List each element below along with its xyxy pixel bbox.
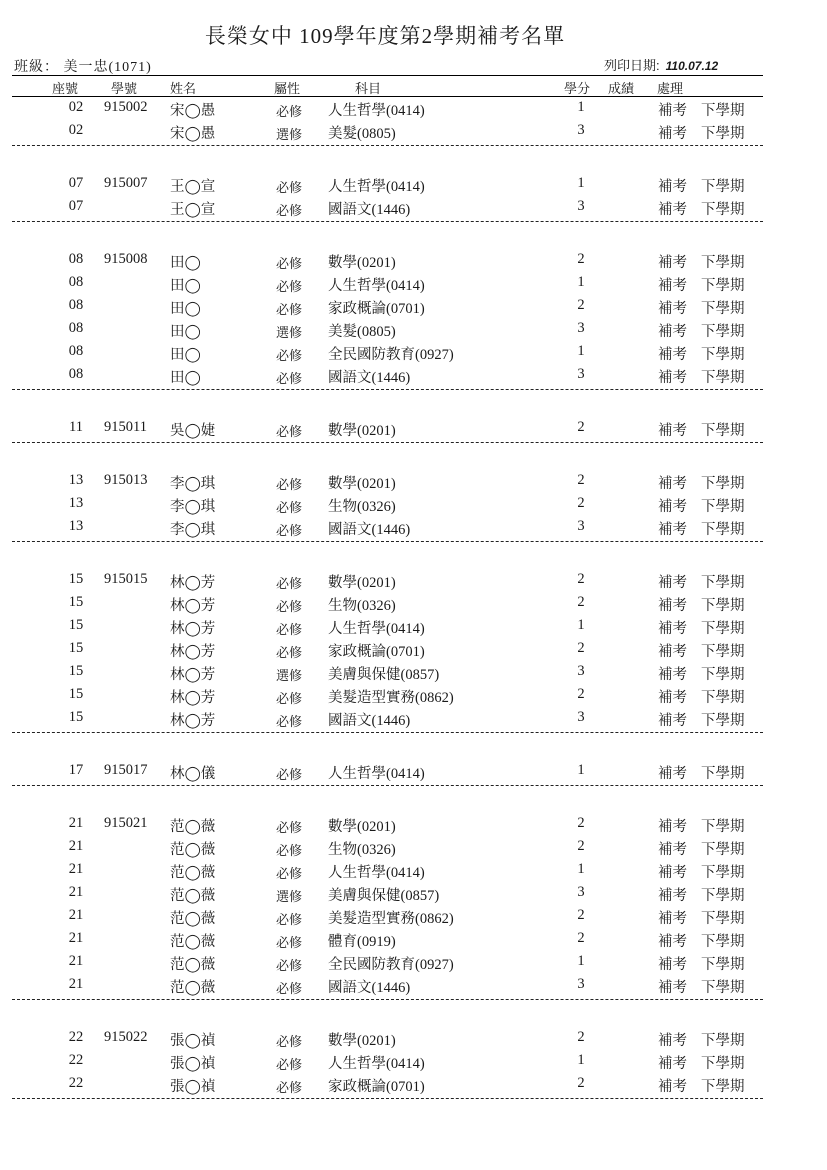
seat-cell: 08 (68, 320, 84, 336)
seat-cell: 22 (68, 1075, 84, 1091)
print-date-label: 列印日期: (604, 58, 660, 73)
type-cell: 必修 (276, 935, 303, 950)
name-cell: 范◯薇 (170, 980, 216, 996)
table-row (12, 198, 763, 221)
term-cell: 下學期 (701, 842, 745, 858)
student-group (12, 762, 763, 786)
name-cell: 田◯ (170, 255, 201, 271)
table-row (12, 99, 763, 122)
student-id-cell: 915017 (104, 762, 148, 778)
credits-cell: 2 (577, 251, 585, 267)
student-id-cell: 915021 (104, 815, 148, 831)
term-cell: 下學期 (701, 888, 745, 904)
term-cell: 下學期 (701, 423, 745, 439)
header-grade: 成績 (608, 81, 635, 96)
table-row (12, 709, 763, 732)
type-cell: 必修 (276, 371, 303, 386)
process-cell: 補考 (658, 370, 687, 386)
subject-cell: 國語文(1446) (328, 713, 411, 729)
student-id-cell: 915002 (104, 99, 148, 115)
credits-cell: 2 (577, 815, 585, 831)
type-cell: 必修 (276, 820, 303, 835)
type-cell: 必修 (276, 691, 303, 706)
student-group (12, 251, 763, 390)
credits-cell: 3 (577, 976, 585, 992)
process-cell: 補考 (658, 476, 687, 492)
credits-cell: 1 (577, 953, 585, 969)
term-cell: 下學期 (701, 819, 745, 835)
credits-cell: 1 (577, 99, 585, 115)
seat-cell: 13 (68, 495, 84, 511)
subject-cell: 美膚與保健(0857) (328, 667, 440, 683)
seat-cell: 15 (68, 594, 84, 610)
subject-cell: 國語文(1446) (328, 370, 411, 386)
process-cell: 補考 (658, 324, 687, 340)
type-cell: 必修 (276, 843, 303, 858)
seat-cell: 02 (68, 99, 84, 115)
type-cell: 必修 (276, 523, 303, 538)
process-cell: 補考 (658, 980, 687, 996)
student-id-cell: 915008 (104, 251, 148, 267)
credits-cell: 1 (577, 617, 585, 633)
subject-cell: 人生哲學(0414) (328, 179, 425, 195)
subject-cell: 家政概論(0701) (328, 1079, 425, 1095)
process-cell: 補考 (658, 1033, 687, 1049)
table-row (12, 930, 763, 953)
name-cell: 田◯ (170, 324, 201, 340)
seat-cell: 13 (68, 472, 84, 488)
credits-cell: 3 (577, 366, 585, 382)
seat-cell: 02 (68, 122, 84, 138)
credits-cell: 3 (577, 884, 585, 900)
term-cell: 下學期 (701, 980, 745, 996)
type-cell: 必修 (276, 576, 303, 591)
seat-cell: 21 (68, 838, 84, 854)
credits-cell: 2 (577, 930, 585, 946)
subject-cell: 人生哲學(0414) (328, 865, 425, 881)
term-cell: 下學期 (701, 522, 745, 538)
table-row (12, 366, 763, 389)
type-cell: 必修 (276, 180, 303, 195)
credits-cell: 2 (577, 1029, 585, 1045)
name-cell: 張◯禎 (170, 1033, 216, 1049)
type-cell: 必修 (276, 645, 303, 660)
type-cell: 必修 (276, 256, 303, 271)
table-row (12, 1052, 763, 1075)
name-cell: 田◯ (170, 278, 201, 294)
term-cell: 下學期 (701, 766, 745, 782)
seat-cell: 22 (68, 1029, 84, 1045)
type-cell: 必修 (276, 981, 303, 996)
table-row (12, 297, 763, 320)
subject-cell: 數學(0201) (328, 819, 396, 835)
table-row (12, 1029, 763, 1052)
name-cell: 王◯宣 (170, 179, 216, 195)
table-row (12, 953, 763, 976)
subject-cell: 國語文(1446) (328, 980, 411, 996)
type-cell: 必修 (276, 1057, 303, 1072)
name-cell: 李◯琪 (170, 499, 216, 515)
seat-cell: 21 (68, 815, 84, 831)
seat-cell: 17 (68, 762, 84, 778)
seat-cell: 21 (68, 907, 84, 923)
table-row (12, 617, 763, 640)
process-cell: 補考 (658, 278, 687, 294)
credits-cell: 3 (577, 663, 585, 679)
name-cell: 林◯芳 (170, 575, 216, 591)
credits-cell: 1 (577, 1052, 585, 1068)
header-seat: 座號 (52, 81, 79, 96)
subject-cell: 數學(0201) (328, 423, 396, 439)
seat-cell: 21 (68, 930, 84, 946)
process-cell: 補考 (658, 842, 687, 858)
process-cell: 補考 (658, 934, 687, 950)
term-cell: 下學期 (701, 255, 745, 271)
process-cell: 補考 (658, 766, 687, 782)
header-student-id: 學號 (111, 81, 138, 96)
student-id-cell: 915007 (104, 175, 148, 191)
subject-cell: 全民國防教育(0927) (328, 347, 454, 363)
header-name: 姓名 (170, 81, 197, 96)
subject-cell: 人生哲學(0414) (328, 766, 425, 782)
process-cell: 補考 (658, 598, 687, 614)
name-cell: 田◯ (170, 301, 201, 317)
type-cell: 選修 (276, 668, 303, 683)
name-cell: 林◯芳 (170, 713, 216, 729)
seat-cell: 15 (68, 571, 84, 587)
credits-cell: 3 (577, 198, 585, 214)
subject-cell: 美髮(0805) (328, 324, 396, 340)
process-cell: 補考 (658, 888, 687, 904)
term-cell: 下學期 (701, 1056, 745, 1072)
term-cell: 下學期 (701, 499, 745, 515)
table-row (12, 274, 763, 297)
table-row (12, 175, 763, 198)
table-row (12, 663, 763, 686)
name-cell: 范◯薇 (170, 842, 216, 858)
term-cell: 下學期 (701, 713, 745, 729)
subject-cell: 美膚與保健(0857) (328, 888, 440, 904)
name-cell: 田◯ (170, 370, 201, 386)
print-date (604, 55, 718, 74)
credits-cell: 2 (577, 907, 585, 923)
name-cell: 宋◯愚 (170, 126, 216, 142)
table-row (12, 815, 763, 838)
student-group (12, 419, 763, 443)
type-cell: 必修 (276, 866, 303, 881)
term-cell: 下學期 (701, 278, 745, 294)
term-cell: 下學期 (701, 1033, 745, 1049)
subject-cell: 家政概論(0701) (328, 644, 425, 660)
credits-cell: 2 (577, 1075, 585, 1091)
credits-cell: 2 (577, 495, 585, 511)
table-row (12, 419, 763, 442)
table-row (12, 640, 763, 663)
table-header (0, 78, 827, 96)
name-cell: 林◯芳 (170, 667, 216, 683)
subject-cell: 美髮(0805) (328, 126, 396, 142)
term-cell: 下學期 (701, 934, 745, 950)
credits-cell: 1 (577, 762, 585, 778)
credits-cell: 2 (577, 686, 585, 702)
process-cell: 補考 (658, 103, 687, 119)
seat-cell: 15 (68, 617, 84, 633)
process-cell: 補考 (658, 690, 687, 706)
term-cell: 下學期 (701, 598, 745, 614)
table-row (12, 861, 763, 884)
type-cell: 必修 (276, 104, 303, 119)
credits-cell: 2 (577, 472, 585, 488)
student-group (12, 571, 763, 733)
seat-cell: 08 (68, 343, 84, 359)
seat-cell: 08 (68, 366, 84, 382)
term-cell: 下學期 (701, 126, 745, 142)
name-cell: 范◯薇 (170, 888, 216, 904)
process-cell: 補考 (658, 347, 687, 363)
seat-cell: 15 (68, 640, 84, 656)
student-group (12, 472, 763, 542)
term-cell: 下學期 (701, 476, 745, 492)
table-row (12, 472, 763, 495)
seat-cell: 08 (68, 274, 84, 290)
name-cell: 李◯琪 (170, 522, 216, 538)
term-cell: 下學期 (701, 575, 745, 591)
credits-cell: 1 (577, 274, 585, 290)
table-row (12, 571, 763, 594)
seat-cell: 21 (68, 953, 84, 969)
process-cell: 補考 (658, 179, 687, 195)
student-id-cell: 915011 (104, 419, 147, 435)
header-credits: 學分 (564, 81, 591, 96)
credits-cell: 2 (577, 419, 585, 435)
subject-cell: 國語文(1446) (328, 522, 411, 538)
type-cell: 必修 (276, 622, 303, 637)
type-cell: 必修 (276, 1080, 303, 1095)
table-row (12, 686, 763, 709)
subject-cell: 生物(0326) (328, 842, 396, 858)
name-cell: 范◯薇 (170, 911, 216, 927)
process-cell: 補考 (658, 621, 687, 637)
table-row (12, 343, 763, 366)
subject-cell: 人生哲學(0414) (328, 103, 425, 119)
name-cell: 范◯薇 (170, 934, 216, 950)
type-cell: 必修 (276, 599, 303, 614)
term-cell: 下學期 (701, 957, 745, 973)
table-row (12, 518, 763, 541)
name-cell: 林◯芳 (170, 598, 216, 614)
seat-cell: 08 (68, 297, 84, 313)
subject-cell: 體育(0919) (328, 934, 396, 950)
type-cell: 必修 (276, 958, 303, 973)
term-cell: 下學期 (701, 103, 745, 119)
seat-cell: 08 (68, 251, 84, 267)
table-row (12, 594, 763, 617)
subject-cell: 數學(0201) (328, 575, 396, 591)
seat-cell: 11 (69, 419, 83, 435)
process-cell: 補考 (658, 301, 687, 317)
seat-cell: 21 (68, 861, 84, 877)
type-cell: 必修 (276, 767, 303, 782)
student-id-cell: 915015 (104, 571, 148, 587)
name-cell: 李◯琪 (170, 476, 216, 492)
process-cell: 補考 (658, 423, 687, 439)
name-cell: 王◯宣 (170, 202, 216, 218)
term-cell: 下學期 (701, 1079, 745, 1095)
name-cell: 張◯禎 (170, 1079, 216, 1095)
process-cell: 補考 (658, 575, 687, 591)
type-cell: 必修 (276, 302, 303, 317)
process-cell: 補考 (658, 1056, 687, 1072)
subject-cell: 美髮造型實務(0862) (328, 911, 454, 927)
type-cell: 選修 (276, 325, 303, 340)
term-cell: 下學期 (701, 324, 745, 340)
type-cell: 必修 (276, 424, 303, 439)
table-row (12, 495, 763, 518)
subject-cell: 人生哲學(0414) (328, 278, 425, 294)
table-row (12, 884, 763, 907)
type-cell: 必修 (276, 714, 303, 729)
print-date-value: 110.07.12 (665, 59, 719, 73)
table-row (12, 762, 763, 785)
credits-cell: 2 (577, 640, 585, 656)
type-cell: 必修 (276, 203, 303, 218)
process-cell: 補考 (658, 255, 687, 271)
seat-cell: 15 (68, 686, 84, 702)
term-cell: 下學期 (701, 301, 745, 317)
process-cell: 補考 (658, 202, 687, 218)
process-cell: 補考 (658, 644, 687, 660)
credits-cell: 2 (577, 594, 585, 610)
term-cell: 下學期 (701, 347, 745, 363)
term-cell: 下學期 (701, 690, 745, 706)
process-cell: 補考 (658, 713, 687, 729)
seat-cell: 07 (68, 198, 84, 214)
seat-cell: 22 (68, 1052, 84, 1068)
type-cell: 必修 (276, 348, 303, 363)
student-group (12, 1029, 763, 1099)
name-cell: 林◯芳 (170, 690, 216, 706)
type-cell: 必修 (276, 912, 303, 927)
subject-cell: 人生哲學(0414) (328, 1056, 425, 1072)
name-cell: 范◯薇 (170, 865, 216, 881)
table-row (12, 1075, 763, 1098)
type-cell: 選修 (276, 889, 303, 904)
process-cell: 補考 (658, 499, 687, 515)
subject-cell: 家政概論(0701) (328, 301, 425, 317)
type-cell: 必修 (276, 279, 303, 294)
term-cell: 下學期 (701, 179, 745, 195)
name-cell: 林◯芳 (170, 621, 216, 637)
seat-cell: 15 (68, 663, 84, 679)
subject-cell: 數學(0201) (328, 255, 396, 271)
student-groups (0, 99, 827, 1128)
header-top-rule (12, 75, 763, 76)
process-cell: 補考 (658, 865, 687, 881)
table-row (12, 976, 763, 999)
subject-cell: 數學(0201) (328, 476, 396, 492)
credits-cell: 1 (577, 175, 585, 191)
process-cell: 補考 (658, 126, 687, 142)
process-cell: 補考 (658, 957, 687, 973)
term-cell: 下學期 (701, 865, 745, 881)
subject-cell: 美髮造型實務(0862) (328, 690, 454, 706)
name-cell: 張◯禎 (170, 1056, 216, 1072)
subject-cell: 國語文(1446) (328, 202, 411, 218)
seat-cell: 07 (68, 175, 84, 191)
name-cell: 吳◯婕 (170, 423, 216, 439)
table-row (12, 320, 763, 343)
type-cell: 必修 (276, 500, 303, 515)
name-cell: 林◯儀 (170, 766, 216, 782)
subject-cell: 數學(0201) (328, 1033, 396, 1049)
name-cell: 范◯薇 (170, 819, 216, 835)
type-cell: 必修 (276, 477, 303, 492)
name-cell: 范◯薇 (170, 957, 216, 973)
term-cell: 下學期 (701, 667, 745, 683)
header-type: 屬性 (274, 81, 301, 96)
student-group (12, 99, 763, 146)
term-cell: 下學期 (701, 644, 745, 660)
subject-cell: 生物(0326) (328, 598, 396, 614)
credits-cell: 1 (577, 861, 585, 877)
subject-cell: 人生哲學(0414) (328, 621, 425, 637)
seat-cell: 21 (68, 976, 84, 992)
header-subject: 科目 (355, 81, 382, 96)
table-row (12, 251, 763, 274)
term-cell: 下學期 (701, 370, 745, 386)
term-cell: 下學期 (701, 621, 745, 637)
header-process: 處理 (657, 81, 684, 96)
student-id-cell: 915022 (104, 1029, 148, 1045)
type-cell: 選修 (276, 127, 303, 142)
type-cell: 必修 (276, 1034, 303, 1049)
student-group (12, 175, 763, 222)
process-cell: 補考 (658, 911, 687, 927)
credits-cell: 3 (577, 518, 585, 534)
credits-cell: 2 (577, 297, 585, 313)
credits-cell: 2 (577, 838, 585, 854)
process-cell: 補考 (658, 1079, 687, 1095)
table-row (12, 907, 763, 930)
seat-cell: 21 (68, 884, 84, 900)
credits-cell: 3 (577, 709, 585, 725)
process-cell: 補考 (658, 667, 687, 683)
name-cell: 田◯ (170, 347, 201, 363)
class-label: 班級： 美一忠(1071) (14, 60, 152, 75)
seat-cell: 15 (68, 709, 84, 725)
page-title: 長榮女中 109學年度第2學期補考名單 (204, 24, 566, 48)
student-id-cell: 915013 (104, 472, 148, 488)
credits-cell: 1 (577, 343, 585, 359)
seat-cell: 13 (68, 518, 84, 534)
subject-cell: 全民國防教育(0927) (328, 957, 454, 973)
term-cell: 下學期 (701, 202, 745, 218)
table-row (12, 838, 763, 861)
credits-cell: 2 (577, 571, 585, 587)
header-bottom-rule (12, 96, 763, 97)
process-cell: 補考 (658, 522, 687, 538)
student-group (12, 815, 763, 1000)
term-cell: 下學期 (701, 911, 745, 927)
credits-cell: 3 (577, 320, 585, 336)
process-cell: 補考 (658, 819, 687, 835)
table-row (12, 122, 763, 145)
name-cell: 林◯芳 (170, 644, 216, 660)
name-cell: 宋◯愚 (170, 103, 216, 119)
subject-cell: 生物(0326) (328, 499, 396, 515)
credits-cell: 3 (577, 122, 585, 138)
